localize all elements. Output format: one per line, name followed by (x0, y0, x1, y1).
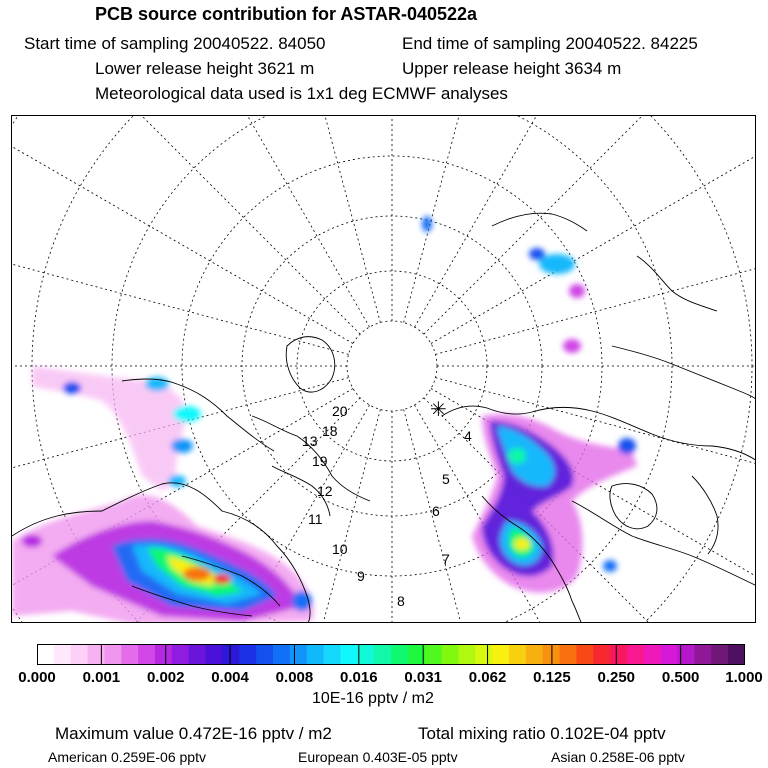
legend-color-swatch (307, 644, 324, 665)
footprint-label: 19 (312, 453, 328, 469)
meridian-line (12, 116, 360, 334)
meridian-line (435, 378, 756, 599)
legend-tick-label: 0.062 (468, 669, 507, 686)
lower-release-label: Lower release height 3621 m (95, 59, 315, 78)
latitude-circle (347, 321, 437, 411)
legend-color-swatch (189, 644, 206, 665)
legend-tick-label: 0.031 (404, 669, 442, 686)
meridian-line (431, 389, 756, 624)
legend-color-swatch (172, 644, 189, 665)
footprint-label: 18 (322, 423, 338, 439)
meridian-line (424, 116, 756, 334)
polar-map (11, 115, 756, 623)
legend-color-swatch (728, 644, 745, 665)
legend-color-swatch (610, 644, 627, 665)
legend-color-swatch (694, 644, 711, 665)
legend-color-swatch (442, 644, 459, 665)
end-time-label: End time of sampling 20040522. 84225 (402, 34, 698, 53)
legend-color-swatch (121, 644, 138, 665)
footprint-label: 7 (442, 551, 450, 567)
american-contribution-label: American 0.259E-06 pptv (48, 749, 206, 765)
legend-color-swatch (560, 644, 577, 665)
legend-color-swatch (104, 644, 121, 665)
legend-color-swatch (357, 644, 374, 665)
legend-color-swatch (425, 644, 442, 665)
legend-tick-label: 0.004 (211, 669, 249, 686)
legend-color-swatch (593, 644, 610, 665)
legend-tick-label: 0.008 (275, 669, 314, 686)
footprint-label: 12 (317, 483, 333, 499)
footprint-label: 10 (332, 541, 348, 557)
legend-color-swatch (290, 644, 307, 665)
legend-color-swatch (711, 644, 728, 665)
maximum-value-label: Maximum value 0.472E-16 pptv / m2 (55, 724, 332, 743)
color-legend-bar (37, 644, 745, 665)
legend-color-swatch (627, 644, 644, 665)
footprint-label: 6 (432, 503, 440, 519)
legend-color-swatch (509, 644, 526, 665)
legend-color-swatch (273, 644, 290, 665)
legend-tick-label: 0.001 (82, 669, 121, 686)
legend-color-swatch (256, 644, 273, 665)
legend-color-swatch (492, 644, 509, 665)
legend-tick-label: 0.500 (661, 669, 700, 686)
upper-release-label: Upper release height 3634 m (402, 59, 622, 78)
legend-color-swatch (37, 644, 54, 665)
legend-color-swatch (71, 644, 88, 665)
legend-color-swatch (526, 644, 543, 665)
footprint-label: 8 (397, 593, 405, 609)
european-contribution-label: European 0.403E-05 pptv (298, 749, 458, 765)
meridian-line (435, 133, 756, 354)
legend-color-swatch (54, 644, 71, 665)
footprint-label: 5 (442, 471, 450, 487)
legend-color-swatch (576, 644, 593, 665)
legend-color-swatch (340, 644, 357, 665)
legend-color-swatch (374, 644, 391, 665)
legend-color-swatch (661, 644, 678, 665)
legend-color-swatch (88, 644, 105, 665)
map-canvas (12, 116, 756, 623)
meridian-line (404, 116, 625, 323)
legend-tick-label: 0.250 (597, 669, 636, 686)
meridian-line (12, 116, 353, 344)
source-contribution-field (12, 216, 637, 623)
legend-tick-label: 0.125 (533, 669, 571, 686)
legend-color-swatch (644, 644, 661, 665)
legend-color-swatch (206, 644, 223, 665)
total-mixing-ratio-label: Total mixing ratio 0.102E-04 pptv (418, 724, 666, 743)
legend-color-swatch (475, 644, 492, 665)
legend-color-swatch (222, 644, 239, 665)
start-time-label: Start time of sampling 20040522. 84050 (24, 34, 326, 53)
legend-color-swatch (239, 644, 256, 665)
meridian-line (12, 133, 349, 354)
asian-contribution-label: Asian 0.258E-06 pptv (551, 749, 685, 765)
legend-unit-label: 10E-16 pptv / m2 (312, 690, 434, 707)
legend-tick-label: 0.000 (18, 669, 56, 686)
plot-title: PCB source contribution for ASTAR-040522a (95, 4, 478, 24)
met-data-label: Meteorological data used is 1x1 deg ECMWF analyses (95, 84, 508, 103)
legend-color-swatch (155, 644, 172, 665)
footprint-label: 20 (332, 403, 348, 419)
legend-color-swatch (138, 644, 155, 665)
legend-tick-label: 1.000 (725, 669, 763, 686)
legend-tick-label: 0.002 (146, 669, 185, 686)
footprint-label: 4 (464, 428, 472, 444)
meridian-line (415, 116, 757, 327)
meridian-line (424, 398, 756, 623)
legend-tick-label: 0.016 (340, 669, 378, 686)
footprint-label: 9 (357, 568, 365, 584)
meridian-line (12, 116, 370, 327)
footprint-label: 11 (308, 511, 323, 527)
legend-color-swatch (391, 644, 408, 665)
legend-color-swatch (324, 644, 341, 665)
footprint-label: 13 (302, 433, 318, 449)
meridian-line (431, 116, 756, 344)
meridian-line (159, 116, 380, 323)
legend-color-swatch (458, 644, 475, 665)
receptor-star-icon: ✳ (430, 399, 447, 421)
